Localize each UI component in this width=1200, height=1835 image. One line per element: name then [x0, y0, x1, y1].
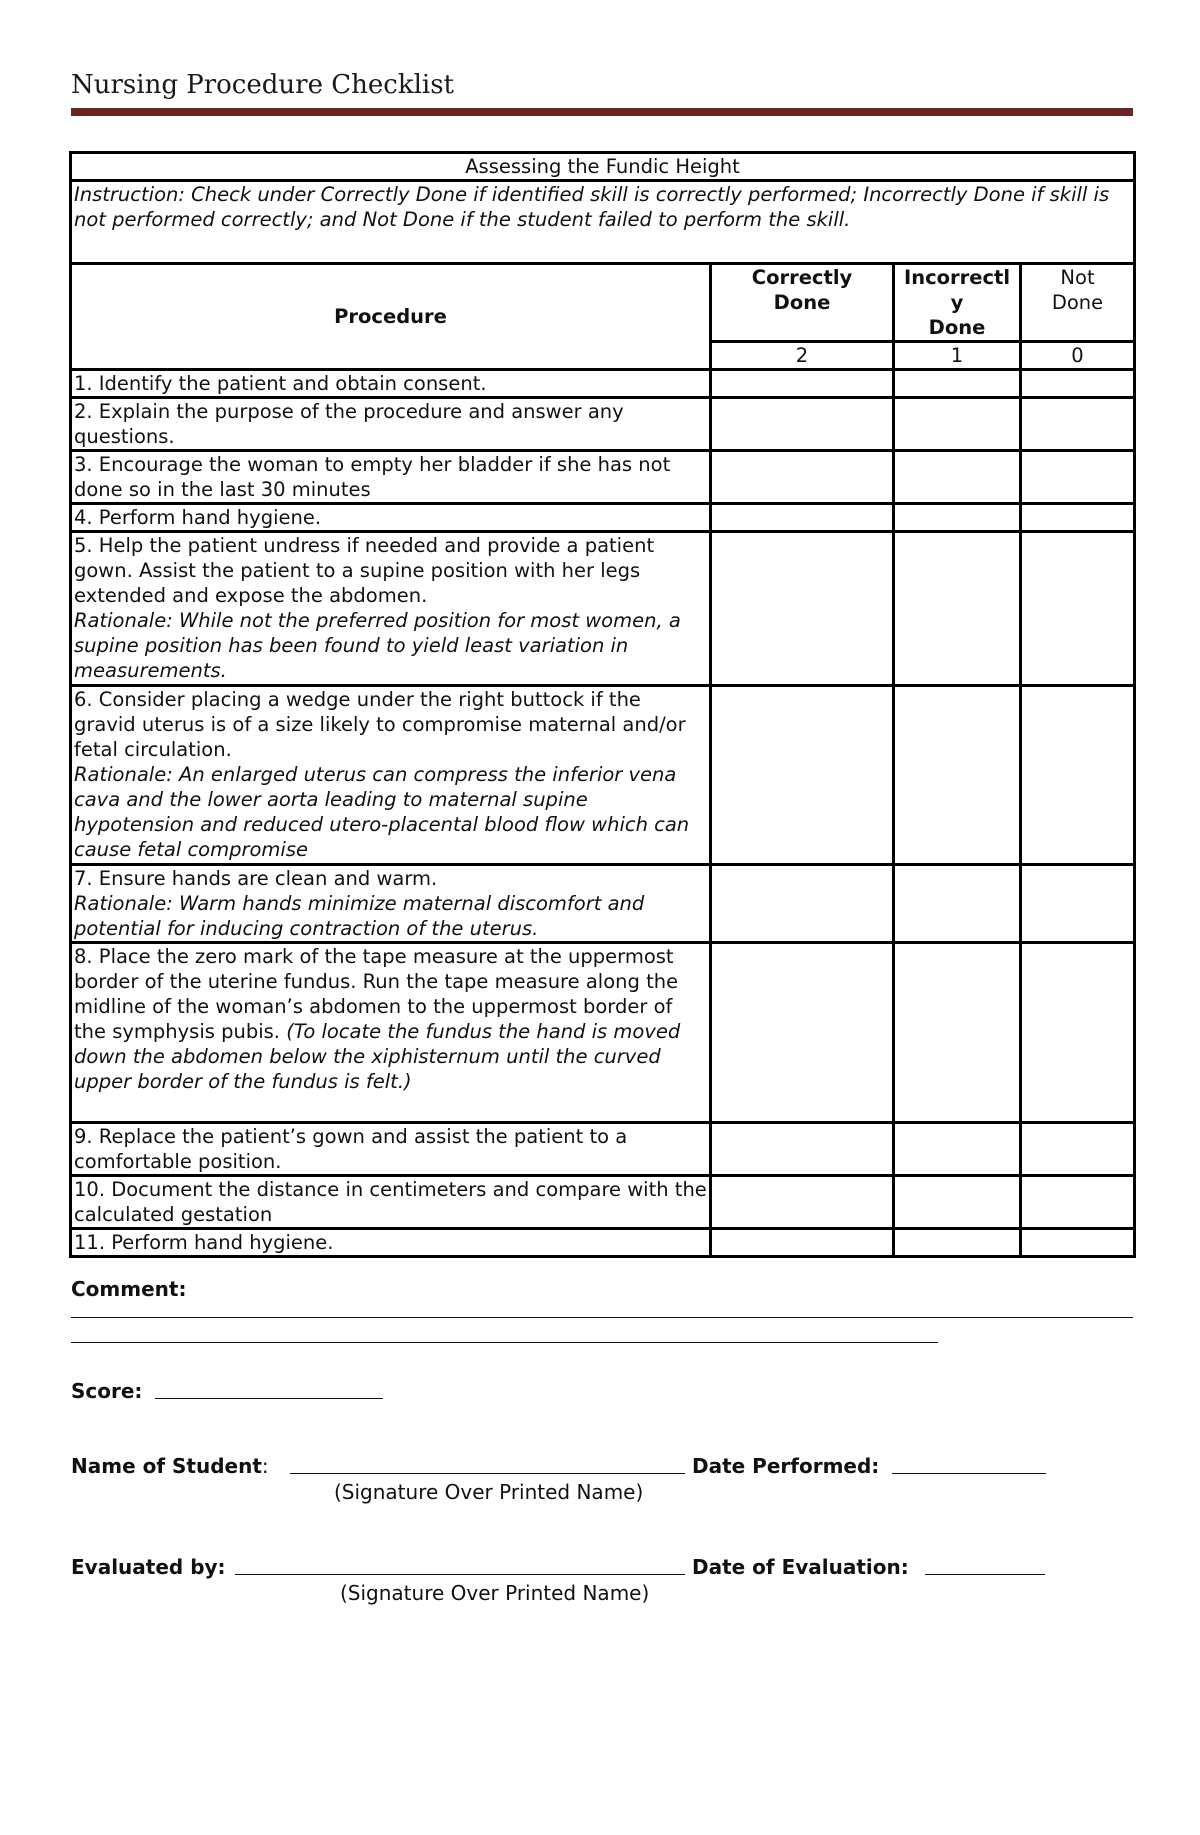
table-row [71, 398, 1135, 451]
checkbox-not-done[interactable] [1021, 451, 1135, 504]
step-text: 3. Encourage the woman to empty her bladder if she has not done so in the last 30 minutes [71, 451, 711, 504]
step-cell [71, 865, 711, 943]
checkbox-correctly-done[interactable] [711, 398, 894, 451]
score-label: Score: [71, 1379, 143, 1403]
col-correctly-done-header: Correctly Done [711, 264, 894, 342]
student-name-field[interactable] [290, 1473, 685, 1474]
checkbox-incorrectly-done[interactable] [894, 943, 1021, 1123]
checkbox-incorrectly-done[interactable] [894, 398, 1021, 451]
checkbox-correctly-done[interactable] [711, 943, 894, 1123]
checkbox-not-done[interactable] [1021, 504, 1135, 532]
step-text: 5. Help the patient undress if needed and provide a patient gown. Assist the patient to a supine position with her legs extended and expose the abdomen. [74, 534, 655, 607]
student-signature-caption: (Signature Over Printed Name) [334, 1480, 644, 1504]
checkbox-incorrectly-done[interactable] [894, 1176, 1021, 1229]
step-text: 9. Replace the patient’s gown and assist the patient to a comfortable position. [71, 1123, 711, 1176]
checkbox-not-done[interactable] [1021, 943, 1135, 1123]
step-text: 11. Perform hand hygiene. [71, 1229, 711, 1257]
checkbox-incorrectly-done[interactable] [894, 1229, 1021, 1257]
checkbox-not-done[interactable] [1021, 1229, 1135, 1257]
step-text: 8. Place the zero mark of the tape measure at the uppermost border of the uterine fundus. Run the tape measure along the midline of the woman’s abdomen to the uppermost border of the symphysis pubis. [74, 945, 679, 1043]
checkbox-correctly-done[interactable] [711, 532, 894, 686]
checkbox-not-done[interactable] [1021, 370, 1135, 398]
table-row [71, 504, 1135, 532]
step-note: (To locate the fundus the hand is moved down the abdomen below the xiphisternum until the curved upper border of the fundus is felt.) [74, 1020, 681, 1093]
points-incorrectly-done: 1 [894, 342, 1021, 370]
checkbox-incorrectly-done[interactable] [894, 504, 1021, 532]
checkbox-correctly-done[interactable] [711, 1229, 894, 1257]
step-cell [71, 686, 711, 865]
checkbox-correctly-done[interactable] [711, 451, 894, 504]
table-row [71, 865, 1135, 943]
checkbox-correctly-done[interactable] [711, 370, 894, 398]
checkbox-incorrectly-done[interactable] [894, 865, 1021, 943]
checkbox-correctly-done[interactable] [711, 1123, 894, 1176]
step-text: 6. Consider placing a wedge under the right buttock if the gravid uterus is of a size likely to compromise maternal and/or fetal circulation. [74, 688, 686, 761]
checkbox-correctly-done[interactable] [711, 686, 894, 865]
col-incorrectly-done-header: Incorrectl y Done [894, 264, 1021, 342]
checklist-table [69, 151, 1136, 1258]
checkbox-not-done[interactable] [1021, 532, 1135, 686]
step-rationale: Rationale: Warm hands minimize maternal discomfort and potential for inducing contraction of the uterus. [74, 892, 645, 940]
step-cell [71, 532, 711, 686]
checkbox-correctly-done[interactable] [711, 504, 894, 532]
instruction-text: Instruction: Check under Correctly Done if identified skill is correctly performed; Incorrectly Done if skill is not performed correctly; and Not Done if the student failed to perform the skill. [71, 181, 1135, 264]
step-rationale: Rationale: An enlarged uterus can compress the inferior vena cava and the lower aorta leading to maternal supine hypotension and reduced utero-placental blood flow which can cause fetal compromise [74, 763, 690, 861]
date-performed-label: Date Performed: [692, 1454, 880, 1478]
table-row [71, 532, 1135, 686]
comment-line-2[interactable] [71, 1342, 938, 1343]
table-row [71, 370, 1135, 398]
col-not-done-header: Not Done [1021, 264, 1135, 342]
step-text: 2. Explain the purpose of the procedure and answer any questions. [71, 398, 711, 451]
checkbox-incorrectly-done[interactable] [894, 532, 1021, 686]
table-row [71, 1229, 1135, 1257]
table-row [71, 1176, 1135, 1229]
step-rationale: Rationale: While not the preferred position for most women, a supine position has been found to yield least variation in measurements. [74, 609, 681, 682]
header-rule [71, 108, 1133, 116]
student-name-label: Name of Student: [71, 1454, 269, 1478]
comment-line-1[interactable] [71, 1317, 1133, 1318]
checkbox-not-done[interactable] [1021, 686, 1135, 865]
step-text: 10. Document the distance in centimeters and compare with the calculated gestation [71, 1176, 711, 1229]
checkbox-not-done[interactable] [1021, 865, 1135, 943]
checkbox-not-done[interactable] [1021, 398, 1135, 451]
evaluator-signature-caption: (Signature Over Printed Name) [340, 1581, 650, 1605]
checkbox-not-done[interactable] [1021, 1176, 1135, 1229]
checkbox-correctly-done[interactable] [711, 1176, 894, 1229]
page-title: Nursing Procedure Checklist [71, 70, 454, 100]
table-row [71, 686, 1135, 865]
table-row [71, 1123, 1135, 1176]
checkbox-not-done[interactable] [1021, 1123, 1135, 1176]
date-evaluation-label: Date of Evaluation: [692, 1555, 909, 1579]
evaluated-by-field[interactable] [235, 1574, 685, 1575]
checkbox-incorrectly-done[interactable] [894, 370, 1021, 398]
step-text: 1. Identify the patient and obtain consent. [71, 370, 711, 398]
procedure-header: Procedure [71, 264, 711, 370]
checkbox-incorrectly-done[interactable] [894, 686, 1021, 865]
checklist-title: Assessing the Fundic Height [71, 153, 1135, 181]
date-evaluation-field[interactable] [925, 1574, 1045, 1575]
comment-label: Comment: [71, 1277, 187, 1301]
points-not-done: 0 [1021, 342, 1135, 370]
checkbox-incorrectly-done[interactable] [894, 1123, 1021, 1176]
table-row [71, 943, 1135, 1123]
points-correctly-done: 2 [711, 342, 894, 370]
page-header [71, 68, 1133, 116]
step-cell [71, 943, 711, 1123]
date-performed-field[interactable] [892, 1473, 1046, 1474]
step-text: 7. Ensure hands are clean and warm. [74, 867, 438, 890]
checkbox-incorrectly-done[interactable] [894, 451, 1021, 504]
evaluated-by-label: Evaluated by: [71, 1555, 226, 1579]
checkbox-correctly-done[interactable] [711, 865, 894, 943]
step-text: 4. Perform hand hygiene. [71, 504, 711, 532]
table-row [71, 451, 1135, 504]
score-field[interactable] [155, 1398, 383, 1399]
